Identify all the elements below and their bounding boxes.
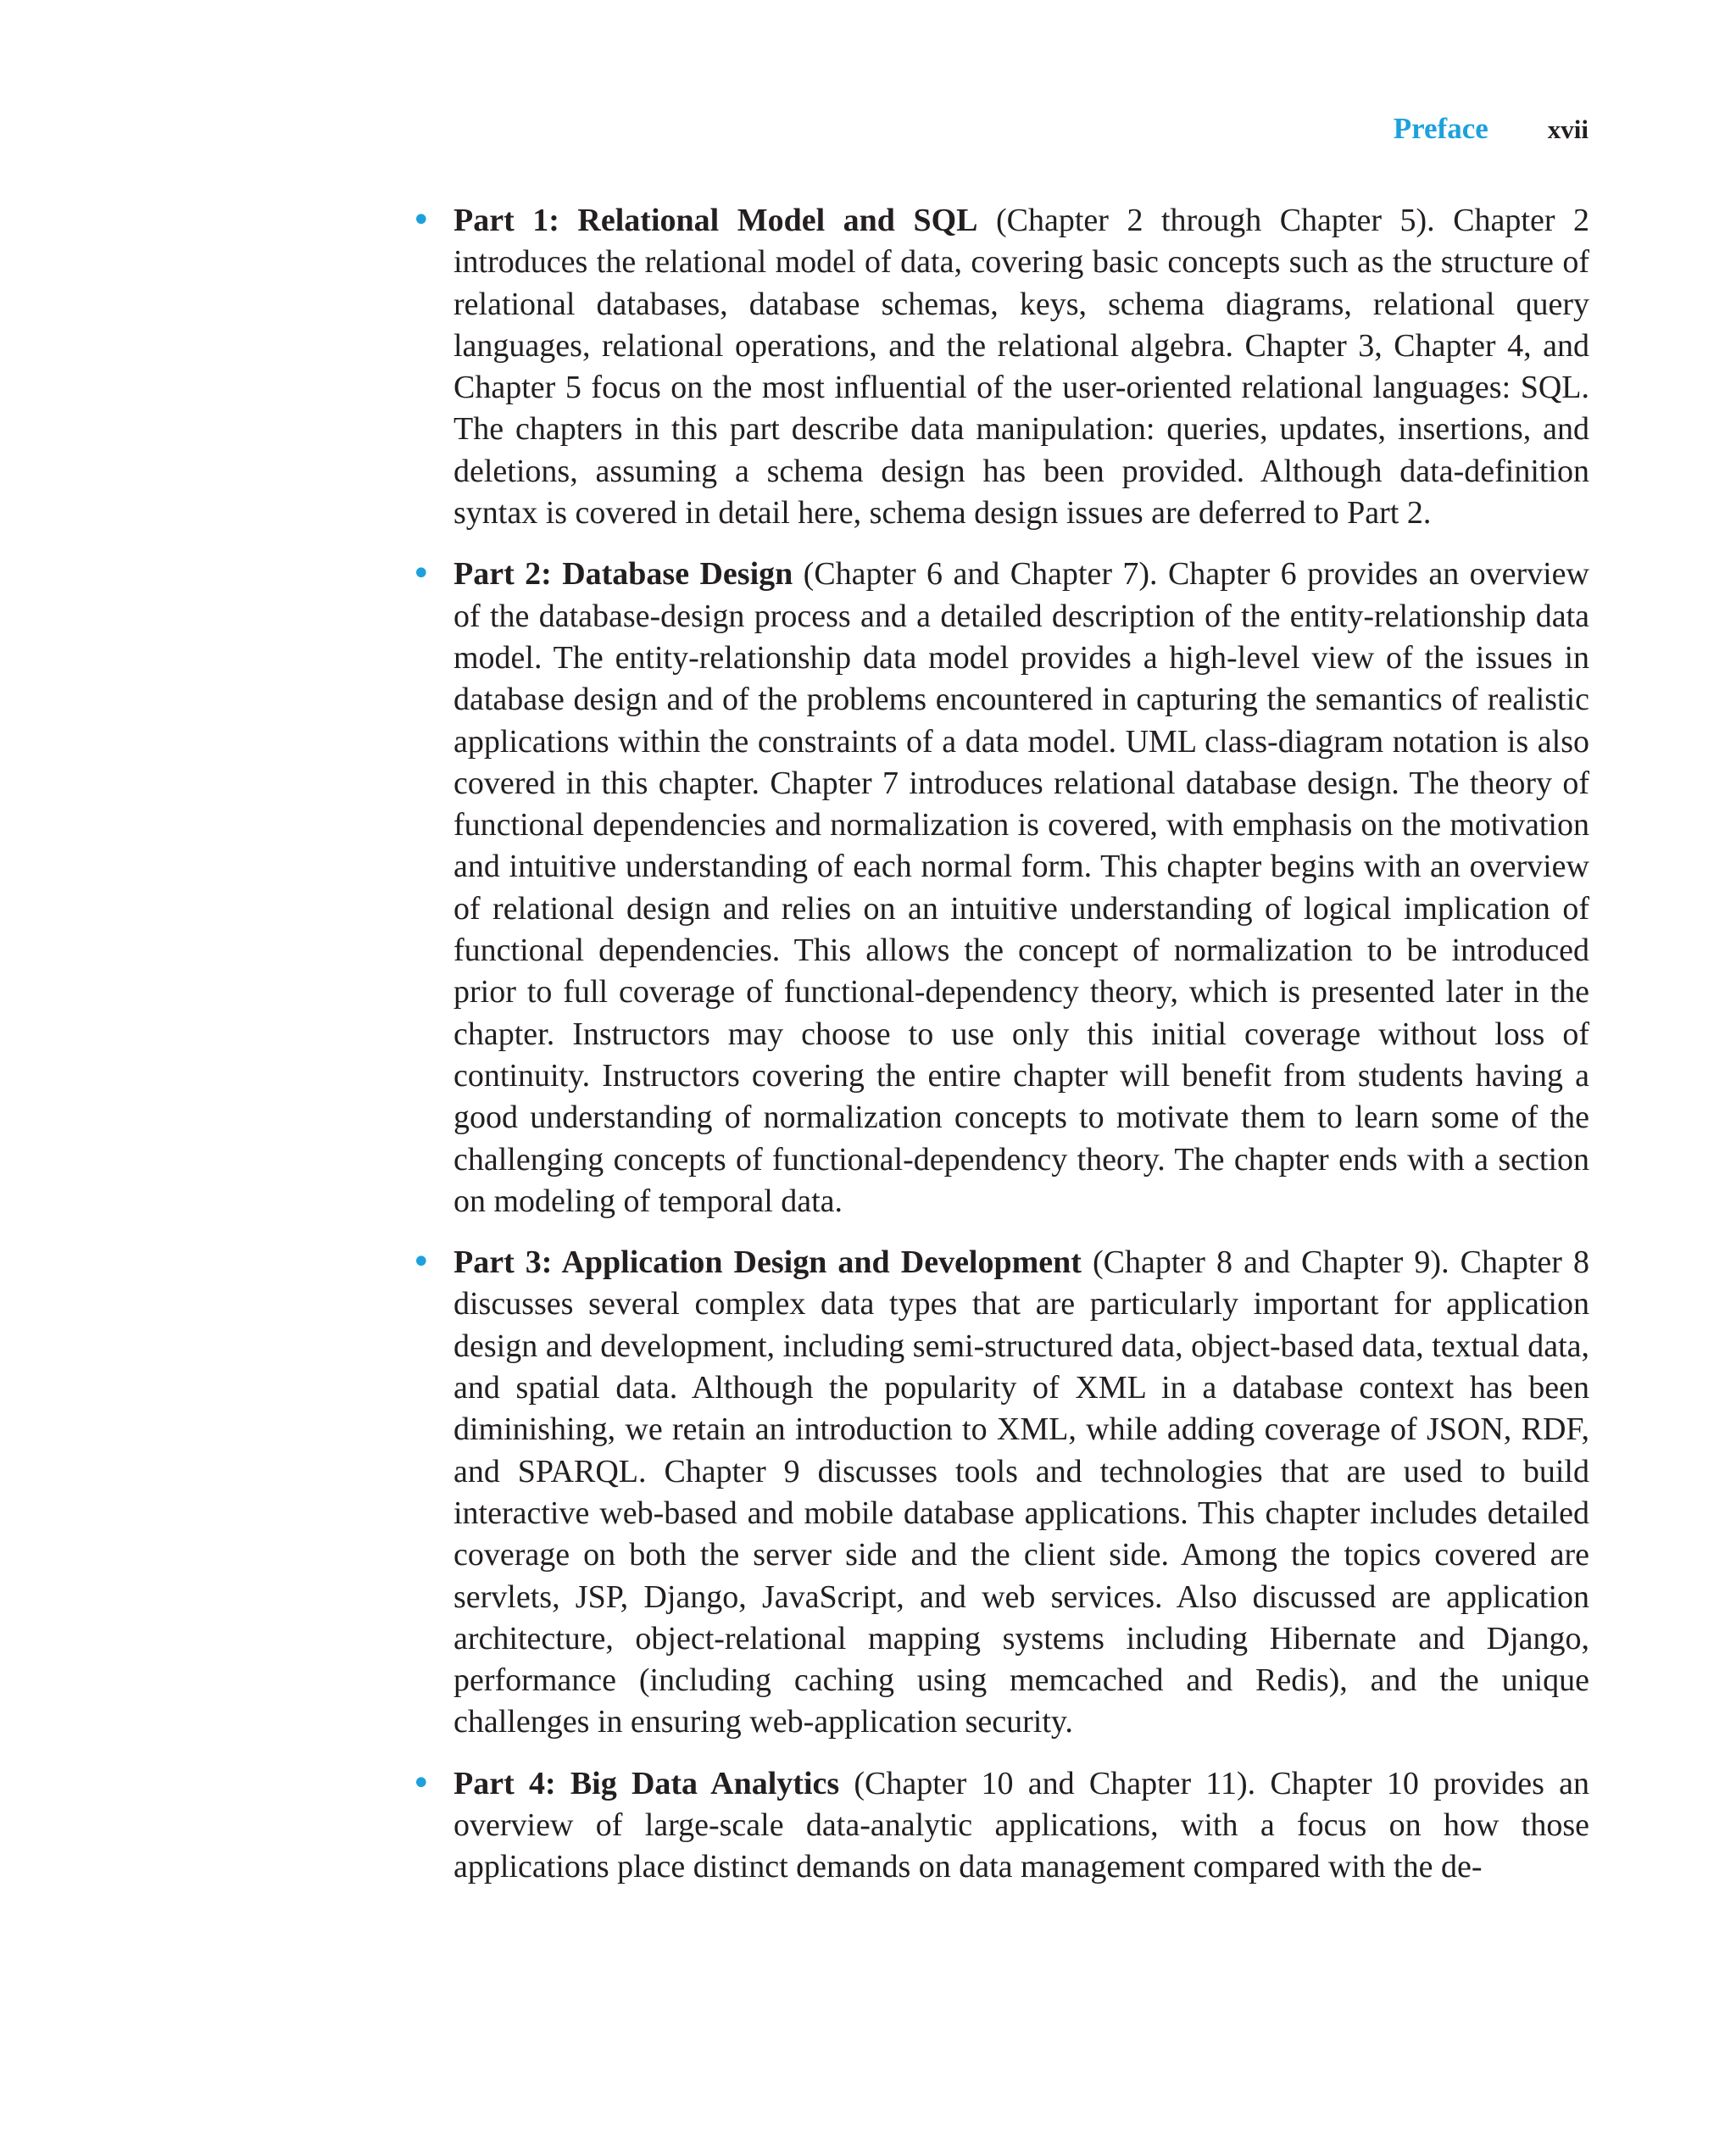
bullet-item-part-1: [411, 200, 1590, 534]
bullet-item-part-2: [411, 554, 1589, 1222]
bullet-icon: •: [411, 554, 431, 594]
bullet-heading: Part 3: Application Design and Development: [453, 1244, 1082, 1281]
bullet-icon: •: [411, 1763, 431, 1803]
bullet-heading: Part 2: Database Design: [453, 556, 793, 593]
page-number: xvii: [1547, 114, 1589, 144]
bullet-item-part-4: [411, 1763, 1589, 1889]
running-head: [1394, 112, 1589, 146]
bullet-text: (Chapter 6 and Chapter 7). Chapter 6 provides an overview of the database-design process and a detailed description of the entity-relationship data model. The entity-relationship data model provides a high-level view of the issues in database design and of the problems encountered in capturing the semantics of realistic applications within the constraints of a data model. UML class-diagram notation is also covered in this chapter. Chapter 7 introduces relational database design. The theory of functional dependencies and normalization is covered, with emphasis on the motivation and intuitive understanding of each normal form. This chapter begins with an overview of relational design and relies on an intuitive understanding of logical implication of functional dependencies. This allows the concept of normalization to be introduced prior to full coverage of functional-dependency theory, which is presented later in the chapter. Instructors may choose to use only this initial coverage without loss of continuity. Instructors covering the entire chapter will benefit from students having a good understanding of normalization concepts to motivate them to learn some of the challenging concepts of functional-dependency theory. The chapter ends with a section on modeling of temporal data.: [453, 556, 1589, 1219]
bullet-item-part-3: [411, 1242, 1590, 1744]
bullet-text: (Chapter 8 and Chapter 9). Chapter 8 discusses several complex data types that are particularly important for application design and development, including semi-structured data, object-based data, textual data, and spatial data. Although the popularity of XML in a database context has been diminishing, we retain an introduction to XML, while adding coverage of JSON, RDF, and SPARQL. Chapter 9 discusses tools and technologies that are used to build interactive web-based and mobile database applications. This chapter includes detailed coverage on both the server side and the client side. Among the topics covered are servlets, JSP, Django, JavaScript, and web services. Also discussed are application architecture, object-relational mapping systems including Hibernate and Django, performance (including caching using memcached and Redis), and the unique challenges in ensuring web-application security.: [453, 1244, 1590, 1740]
bullet-icon: •: [411, 201, 431, 240]
bullet-text: (Chapter 2 through Chapter 5). Chapter 2 introduces the relational model of data, covering basic concepts such as the structure of relational databases, database schemas, keys, schema diagrams, relational query languages, relational operations, and the relational algebra. Chapter 3, Chapter 4, and Chapter 5 focus on the most influential of the user-oriented relational languages: SQL. The chapters in this part describe data manipulation: queries, updates, insertions, and deletions, assuming a schema design has been provided. Although data-definition syntax is covered in detail here, schema design issues are deferred to Part 2.: [453, 203, 1590, 532]
body-text: [411, 200, 1590, 1908]
bullet-text: (Chapter 10 and Chapter 11). Chapter 10 provides an overview of large-scale data-analytic applications, with a focus on how those applications place distinct demands on data management compared with the de-: [453, 1765, 1589, 1885]
section-title: Preface: [1393, 112, 1488, 145]
bullet-heading: Part 4: Big Data Analytics: [453, 1765, 840, 1801]
bullet-icon: •: [411, 1243, 431, 1283]
bullet-heading: Part 1: Relational Model and SQL: [453, 203, 978, 238]
